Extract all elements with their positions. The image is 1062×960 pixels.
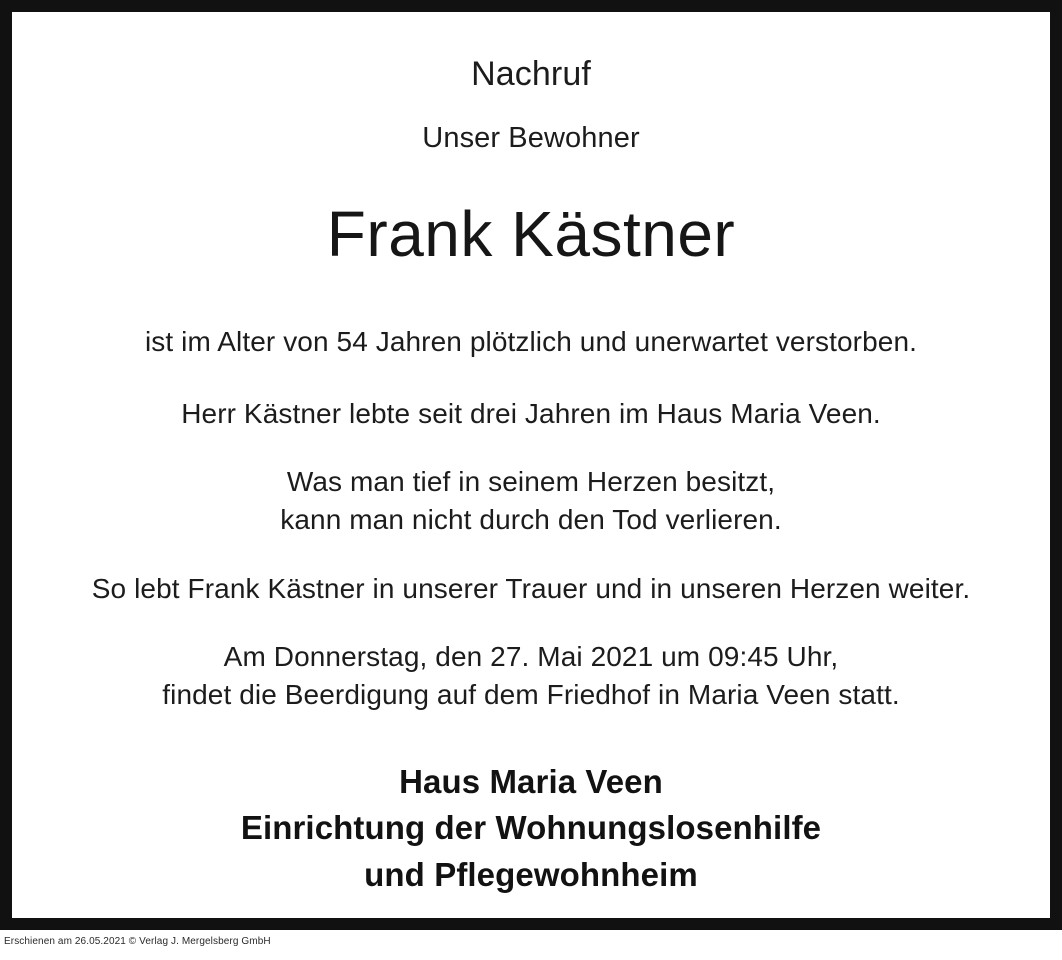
signature-line-2: Einrichtung der Wohnungslosenhilfe xyxy=(240,809,822,847)
notice-paragraph-4-line-1: So lebt Frank Kästner in unserer Trauer und in unseren Herzen weiter. xyxy=(91,572,971,604)
obituary-content xyxy=(12,12,1050,918)
notice-heading: Nachruf xyxy=(471,55,591,93)
notice-paragraph-3-line-2: kann man nicht durch den Tod verlieren. xyxy=(280,504,782,536)
notice-paragraph-5-line-1: Am Donnerstag, den 27. Mai 2021 um 09:45 Uhr, xyxy=(223,640,839,672)
publication-footnote: Erschienen am 26.05.2021 © Verlag J. Mergelsberg GmbH xyxy=(4,936,271,947)
notice-paragraph-3-line-1: Was man tief in seinem Herzen besitzt, xyxy=(286,466,776,498)
deceased-name: Frank Kästner xyxy=(326,197,736,270)
notice-paragraph-5-line-2: findet die Beerdigung auf dem Friedhof in Maria Veen statt. xyxy=(162,678,900,710)
notice-subheading: Unser Bewohner xyxy=(422,122,640,155)
notice-paragraph-2-line-1: Herr Kästner lebte seit drei Jahren im Haus Maria Veen. xyxy=(181,398,881,430)
signature-line-3: und Pflegewohnheim xyxy=(364,855,698,893)
signature-line-1: Haus Maria Veen xyxy=(399,763,663,801)
notice-paragraph-1-line-1: ist im Alter von 54 Jahren plötzlich und unerwartet verstorben. xyxy=(144,325,918,357)
